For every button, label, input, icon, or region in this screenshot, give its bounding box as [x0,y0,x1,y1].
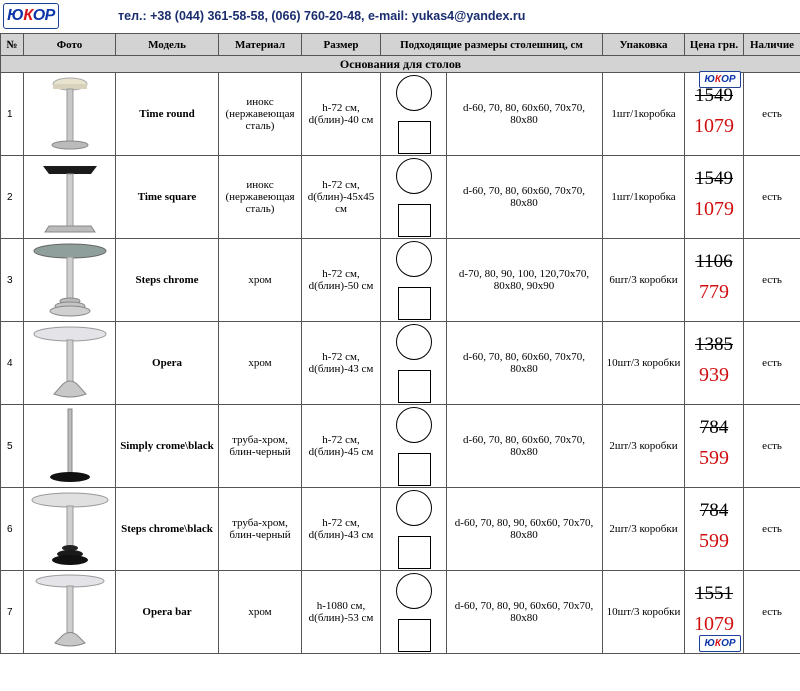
size: h-72 см, d(блин)-45х45 см [302,156,381,239]
col-header-model: Модель [116,34,219,56]
table-row [1,405,800,488]
size: h-1080 см, d(блин)-53 см [302,571,381,654]
row-number: 3 [1,239,24,322]
material: хром [219,239,302,322]
square-shape-icon [398,204,431,237]
tabletop-sizes [381,322,603,405]
col-header-stock: Наличие [744,34,800,56]
packaging: 2шт/3 коробки [603,405,685,488]
price-cell [685,488,744,571]
tabletop-sizes-text: d-60, 70, 80, 60х60, 70х70, 80х80 [446,405,601,487]
section-row [1,56,800,73]
circle-shape-icon [396,324,432,360]
row-number: 4 [1,322,24,405]
new-price: 599 [699,447,729,469]
col-header-photo: Фото [24,34,116,56]
size: h-72 см, d(блин)-45 см [302,405,381,488]
old-price: 1549 [695,85,733,106]
model-name: Simply crome\black [116,405,219,488]
new-price: 1079 [694,613,734,635]
circle-shape-icon [396,158,432,194]
square-shape-icon [398,370,431,403]
square-shape-icon [398,453,431,486]
material: инокс (нержавеющая сталь) [219,156,302,239]
product-photo [24,405,116,488]
tabletop-sizes [381,239,603,322]
logo-badge: Ю К ОР [699,71,741,88]
square-shape-icon [398,121,431,154]
product-photo [24,322,116,405]
stock-status: есть [744,239,800,322]
stock-status: есть [744,405,800,488]
col-header-num: № [1,34,24,56]
size: h-72 см, d(блин)-43 см [302,322,381,405]
material: труба-хром, блин-черный [219,405,302,488]
tabletop-sizes-text: d-60, 70, 80, 90, 60х60, 70х70, 80х80 [446,571,601,653]
table-base-image [35,407,105,485]
row-number: 6 [1,488,24,571]
material: хром [219,322,302,405]
table-base-image [35,158,105,236]
page-header [0,0,800,33]
tabletop-sizes [381,73,603,156]
row-number: 7 [1,571,24,654]
material: инокс (нержавеющая сталь) [219,73,302,156]
old-price: 1549 [695,168,733,189]
packaging: 10шт/3 коробки [603,571,685,654]
stock-status: есть [744,322,800,405]
product-photo [24,239,116,322]
table-row [1,73,800,156]
circle-shape-icon [396,490,432,526]
tabletop-sizes-text: d-70, 80, 90, 100, 120,70х70, 80х80, 90х90 [446,239,601,321]
section-title: Основания для столов [1,56,800,73]
table-row [1,156,800,239]
old-price: 1106 [695,251,733,272]
price-cell [685,322,744,405]
stock-status: есть [744,571,800,654]
table-header-row [1,34,800,56]
packaging: 1шт/1коробка [603,156,685,239]
price-cell [685,156,744,239]
stock-status: есть [744,488,800,571]
tabletop-sizes [381,571,603,654]
new-price: 599 [699,530,729,552]
col-header-tops: Подходящие размеры столешниц, см [381,34,603,56]
model-name: Opera [116,322,219,405]
row-number: 5 [1,405,24,488]
tabletop-sizes-text: d-60, 70, 80, 60х60, 70х70, 80х80 [446,73,601,155]
size: h-72 см, d(блин)-40 см [302,73,381,156]
new-price: 1079 [694,115,734,137]
material: труба-хром, блин-черный [219,488,302,571]
model-name: Steps chrome\black [116,488,219,571]
logo-badge: Ю К ОР [699,635,741,652]
table-row [1,239,800,322]
packaging: 6шт/3 коробки [603,239,685,322]
circle-shape-icon [396,573,432,609]
model-name: Opera bar [116,571,219,654]
col-header-pack: Упаковка [603,34,685,56]
square-shape-icon [398,287,431,320]
old-price: 784 [699,417,729,438]
new-price: 1079 [694,198,734,220]
packaging: 1шт/1коробка [603,73,685,156]
product-photo [24,571,116,654]
price-cell [685,405,744,488]
row-number: 1 [1,73,24,156]
size: h-72 см, d(блин)-43 см [302,488,381,571]
col-header-size: Размер [302,34,381,56]
tabletop-sizes [381,156,603,239]
product-photo [24,73,116,156]
packaging: 2шт/3 коробки [603,488,685,571]
tabletop-sizes-text: d-60, 70, 80, 90, 60х60, 70х70, 80х80 [446,488,601,570]
stock-status: есть [744,73,800,156]
square-shape-icon [398,536,431,569]
table-row [1,571,800,654]
tabletop-sizes-text: d-60, 70, 80, 60х60, 70х70, 80х80 [446,156,601,238]
table-base-image [30,241,110,319]
table-base-image [30,324,110,402]
price-table [0,33,800,654]
new-price: 939 [699,364,729,386]
old-price: 1385 [695,334,733,355]
price-cell [685,571,744,654]
square-shape-icon [398,619,431,652]
model-name: Steps chrome [116,239,219,322]
tabletop-sizes-text: d-60, 70, 80, 60х60, 70х70, 80х80 [446,322,601,404]
old-price: 784 [699,500,729,521]
circle-shape-icon [396,75,432,111]
product-photo [24,488,116,571]
material: хром [219,571,302,654]
table-base-image [28,490,112,568]
table-base-image [30,573,110,651]
col-header-price: Цена грн. [685,34,744,56]
price-cell [685,239,744,322]
packaging: 10шт/3 коробки [603,322,685,405]
table-row [1,488,800,571]
new-price: 779 [699,281,729,303]
tabletop-sizes [381,405,603,488]
price-cell [685,73,744,156]
model-name: Time round [116,73,219,156]
old-price: 1551 [695,583,733,604]
product-photo [24,156,116,239]
stock-status: есть [744,156,800,239]
col-header-material: Материал [219,34,302,56]
company-logo: Ю К ОР [3,3,59,29]
circle-shape-icon [396,241,432,277]
row-number: 2 [1,156,24,239]
circle-shape-icon [396,407,432,443]
tabletop-sizes [381,488,603,571]
table-base-image [35,75,105,153]
table-row [1,322,800,405]
contact-info: тел.: +38 (044) 361-58-58, (066) 760-20-48, e-mail: yukas4@yandex.ru [118,9,526,23]
size: h-72 см, d(блин)-50 см [302,239,381,322]
model-name: Time square [116,156,219,239]
